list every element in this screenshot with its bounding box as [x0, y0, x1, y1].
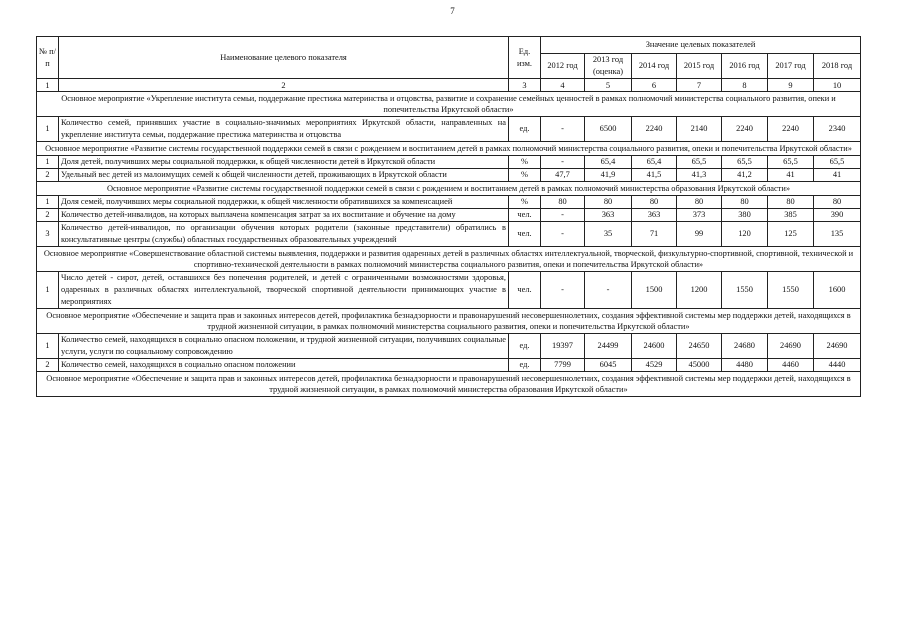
value-cell: 99	[677, 222, 722, 247]
indicator-name: Количество семей, находящихся в социально опасном положении, и трудной жизненной ситуации, получивших социальные услуги, услуги по социальному сопровождению	[59, 334, 509, 359]
row-number: 2	[37, 209, 59, 222]
value-cell: 24600	[632, 334, 677, 359]
value-cell: 24690	[768, 334, 814, 359]
unit-cell: %	[509, 156, 541, 169]
section-title: Основное мероприятие «Совершенствование областной системы выявления, поддержки и развития одаренных детей в различных областях интеллектуальной, творческой, физкультурно-спортивной, спортивной, технической и спортивно-технической деятельности в рамках полномочий министерства социального развития, опеки и попечительства Иркутской области»	[37, 247, 861, 272]
table-row	[37, 222, 861, 247]
value-cell: 65,4	[632, 156, 677, 169]
value-cell: 363	[632, 209, 677, 222]
value-cell: 7799	[541, 359, 585, 372]
value-cell: -	[541, 209, 585, 222]
value-cell: 120	[722, 222, 768, 247]
target-indicators-table	[36, 36, 861, 397]
value-cell: 80	[722, 196, 768, 209]
value-cell: 2240	[632, 117, 677, 142]
indicator-name: Количество семей, принявших участие в социально-значимых мероприятиях Иркутской области, направленных на укрепление института семьи, поддержание престижа материнства и отцовства	[59, 117, 509, 142]
value-cell: 80	[632, 196, 677, 209]
indicator-name: Доля детей, получивших меры социальной поддержки, к общей численности детей в Иркутской области	[59, 156, 509, 169]
value-cell: 41	[814, 169, 861, 182]
value-cell: 24499	[585, 334, 632, 359]
value-cell: 47,7	[541, 169, 585, 182]
value-cell: 80	[814, 196, 861, 209]
unit-cell: ед.	[509, 117, 541, 142]
unit-cell: %	[509, 169, 541, 182]
page-number: 7	[450, 6, 455, 16]
table-row	[37, 359, 861, 372]
value-cell: 2340	[814, 117, 861, 142]
value-cell: 71	[632, 222, 677, 247]
header-year: 2018 год	[814, 54, 861, 79]
value-cell: 41,3	[677, 169, 722, 182]
value-cell: 4480	[722, 359, 768, 372]
value-cell: 2240	[768, 117, 814, 142]
value-cell: 385	[768, 209, 814, 222]
row-number: 2	[37, 359, 59, 372]
col-number: 4	[541, 79, 585, 92]
section-row	[37, 142, 861, 156]
row-number: 1	[37, 334, 59, 359]
value-cell: 65,5	[677, 156, 722, 169]
header-year: 2017 год	[768, 54, 814, 79]
column-number-row	[37, 79, 861, 92]
value-cell: 41,5	[632, 169, 677, 182]
col-number: 2	[59, 79, 509, 92]
table-row	[37, 117, 861, 142]
value-cell: 4529	[632, 359, 677, 372]
value-cell: 4460	[768, 359, 814, 372]
section-row	[37, 372, 861, 397]
row-number: 1	[37, 117, 59, 142]
row-number: 3	[37, 222, 59, 247]
unit-cell: чел.	[509, 222, 541, 247]
value-cell: 1550	[722, 272, 768, 309]
col-number: 6	[632, 79, 677, 92]
header-values-group: Значение целевых показателей	[541, 37, 861, 54]
value-cell: 35	[585, 222, 632, 247]
table-row	[37, 156, 861, 169]
section-title: Основное мероприятие «Обеспечение и защита прав и законных интересов детей, профилактика безнадзорности и правонарушений несовершеннолетних, создания эффективной системы мер поддержки детей, находящихся в трудной жизненной ситуации, в рамках полномочий министерства образования Иркутской области»	[37, 372, 861, 397]
value-cell: 24650	[677, 334, 722, 359]
value-cell: 41,2	[722, 169, 768, 182]
value-cell: 24690	[814, 334, 861, 359]
indicator-name: Доля семей, получивших меры социальной поддержки, к общей численности обратившихся за компенсацией	[59, 196, 509, 209]
table-row	[37, 169, 861, 182]
row-number: 1	[37, 272, 59, 309]
value-cell: -	[541, 117, 585, 142]
header-year: 2016 год	[722, 54, 768, 79]
header-unit: Ед. изм.	[509, 37, 541, 79]
header-year: 2012 год	[541, 54, 585, 79]
value-cell: 1200	[677, 272, 722, 309]
header-name: Наименование целевого показателя	[59, 37, 509, 79]
col-number: 10	[814, 79, 861, 92]
value-cell: 1600	[814, 272, 861, 309]
col-number: 5	[585, 79, 632, 92]
indicator-name: Удельный вес детей из малоимущих семей к общей численности детей, проживающих в Иркутской области	[59, 169, 509, 182]
value-cell: -	[585, 272, 632, 309]
indicator-name: Количество детей-инвалидов, на которых выплачена компенсация затрат за их воспитание и обучение на дому	[59, 209, 509, 222]
section-title: Основное мероприятие «Укрепление института семьи, поддержание престижа материнства и отцовства, развитие и сохранение семейных ценностей в рамках полномочий министерства социального развития, опеки и попечительства Иркутской области»	[37, 92, 861, 117]
unit-cell: %	[509, 196, 541, 209]
header-row	[37, 37, 861, 54]
value-cell: 2240	[722, 117, 768, 142]
value-cell: 2140	[677, 117, 722, 142]
col-number: 9	[768, 79, 814, 92]
unit-cell: чел.	[509, 272, 541, 309]
indicator-name: Число детей - сирот, детей, оставшихся без попечения родителей, и детей с ограниченными возможностями здоровья, одаренных в различных областях интеллектуальной, творческой спортивной деятельности принимающих участие в мероприятиях	[59, 272, 509, 309]
section-row	[37, 247, 861, 272]
value-cell: 80	[768, 196, 814, 209]
value-cell: 390	[814, 209, 861, 222]
value-cell: 80	[677, 196, 722, 209]
row-number: 2	[37, 169, 59, 182]
header-year: 2013 год (оценка)	[585, 54, 632, 79]
value-cell: -	[541, 156, 585, 169]
value-cell: 41,9	[585, 169, 632, 182]
col-number: 3	[509, 79, 541, 92]
header-num: № п/п	[37, 37, 59, 79]
value-cell: 80	[585, 196, 632, 209]
indicator-name: Количество детей-инвалидов, по организации обучения которых родители (законные представители) обратились в консультативные центры (службы) областных государственных образовательных учреждений	[59, 222, 509, 247]
value-cell: 380	[722, 209, 768, 222]
value-cell: 24680	[722, 334, 768, 359]
value-cell: -	[541, 272, 585, 309]
header-year: 2014 год	[632, 54, 677, 79]
table-row	[37, 334, 861, 359]
header-year: 2015 год	[677, 54, 722, 79]
section-title: Основное мероприятие «Развитие системы государственной поддержки семей в связи с рождением и воспитанием детей в рамках полномочий министерства социального развития, опеки и попечительства Иркутской области»	[37, 142, 861, 156]
section-title: Основное мероприятие «Обеспечение и защита прав и законных интересов детей, профилактика безнадзорности и правонарушений несовершеннолетних, создания эффективной системы мер поддержки детей, находящихся в трудной жизненной ситуации, в рамках полномочий министерства социального развития, опеки и попечительства Иркутской области»	[37, 309, 861, 334]
value-cell: 4440	[814, 359, 861, 372]
section-title: Основное мероприятие «Развитие системы государственной поддержки семей в связи с рождением и воспитанием детей в рамках полномочий министерства образования Иркутской области»	[37, 182, 861, 196]
row-number: 1	[37, 156, 59, 169]
col-number: 7	[677, 79, 722, 92]
value-cell: 41	[768, 169, 814, 182]
col-number: 1	[37, 79, 59, 92]
indicator-name: Количество семей, находящихся в социально опасном положении	[59, 359, 509, 372]
value-cell: 373	[677, 209, 722, 222]
value-cell: 45000	[677, 359, 722, 372]
value-cell: 65,4	[585, 156, 632, 169]
section-row	[37, 309, 861, 334]
section-row	[37, 92, 861, 117]
value-cell: 1500	[632, 272, 677, 309]
unit-cell: ед.	[509, 334, 541, 359]
value-cell: 135	[814, 222, 861, 247]
unit-cell: чел.	[509, 209, 541, 222]
table-row	[37, 196, 861, 209]
table-row	[37, 272, 861, 309]
unit-cell: ед.	[509, 359, 541, 372]
value-cell: 65,5	[814, 156, 861, 169]
value-cell: 65,5	[768, 156, 814, 169]
table-row	[37, 209, 861, 222]
value-cell: 19397	[541, 334, 585, 359]
value-cell: 6500	[585, 117, 632, 142]
value-cell: 125	[768, 222, 814, 247]
value-cell: 1550	[768, 272, 814, 309]
section-row	[37, 182, 861, 196]
value-cell: 363	[585, 209, 632, 222]
value-cell: 6045	[585, 359, 632, 372]
value-cell: 80	[541, 196, 585, 209]
value-cell: -	[541, 222, 585, 247]
value-cell: 65,5	[722, 156, 768, 169]
row-number: 1	[37, 196, 59, 209]
col-number: 8	[722, 79, 768, 92]
